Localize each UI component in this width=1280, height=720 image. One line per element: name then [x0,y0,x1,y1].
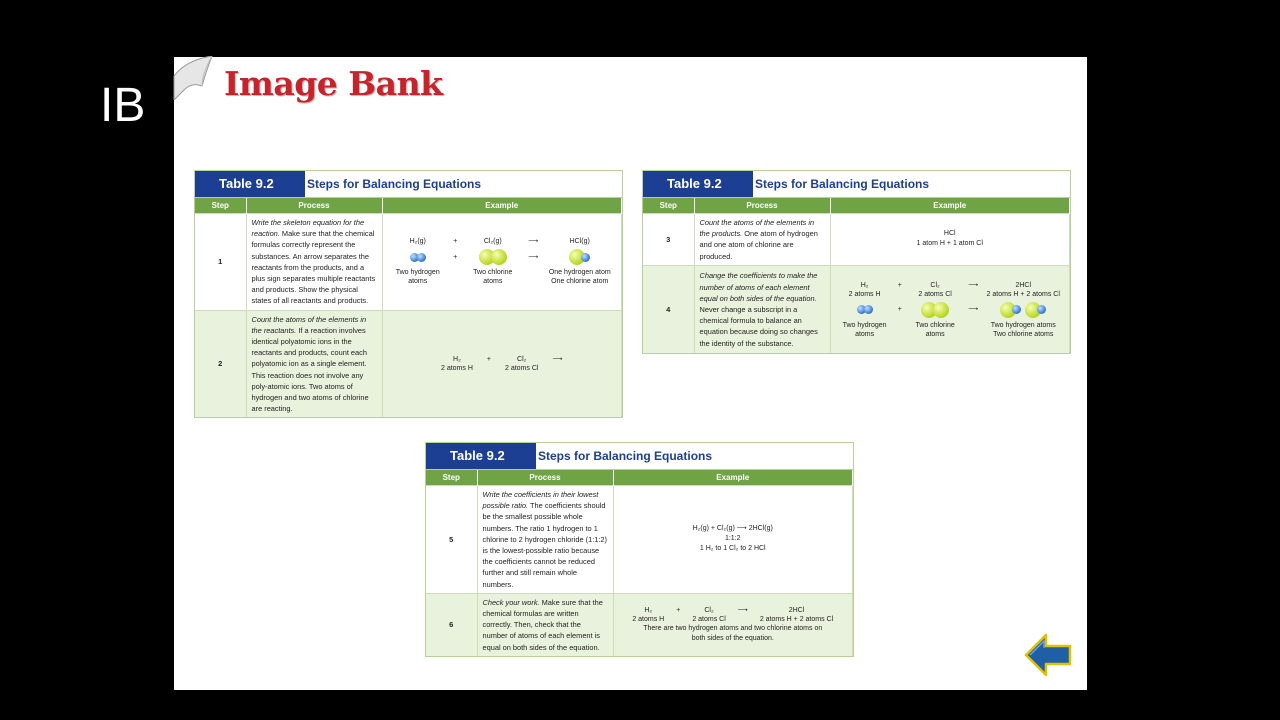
table-number: Table 9.2 [643,171,753,197]
col-process: Process [246,198,382,214]
process-text: Write the coefficients in their lowest possible ratio. The coefficients should be the smallest possible whole numbers. The ratio 1 hydrogen to 1 chlorine to 2 hydrogen chloride (1:1:2) is the lowest-possible ratio because the coefficients cannot be reduced further and still remain whole numbers. [477,486,613,594]
example-cell: HCl 1 atom H + 1 atom Cl [830,214,1070,266]
table-row [643,265,1070,353]
chlorine-molecule-icon [479,246,507,268]
table-steps-3-4 [642,170,1071,354]
col-example: Example [613,470,853,486]
process-text: Write the skeleton equation for the reaction. Make sure that the chemical formulas correctly represent the substances. An arrow separates the reactants from the products, and a plus sign separates multiple reactants and products. Show the physical states of all reactants and products. [246,214,382,311]
table-row [643,214,1070,266]
step-number: 1 [195,214,246,311]
col-step: Step [426,470,477,486]
brand-title: Image Bank [224,64,443,103]
process-text: Check your work. Make sure that the chemical formulas are written correctly. Then, check that the number of atoms of each element is equal on both sides of the equation. [477,593,613,656]
example-cell: H₂ 2 atoms H Two hydrogen atoms + + Cl₂ 2 atoms Cl Two chlorine atoms ⟶ ⟶ 2HCl 2 atoms H + 2 atoms Cl Two hydrogen atoms Two chlorine atoms [830,265,1070,353]
step-number: 5 [426,486,477,594]
hydrogen-molecule-icon [857,299,873,321]
col-step: Step [643,198,694,214]
example-cell: H₂ 2 atoms H + Cl₂ 2 atoms Cl ⟶ [382,310,622,417]
col-example: Example [830,198,1070,214]
chlorine-molecule-icon [921,299,949,321]
process-text: Count the atoms of the elements in the products. One atom of hydrogen and one atom of chlorine are produced. [694,214,830,266]
table-steps-1-2 [194,170,623,418]
table-steps-5-6 [425,442,854,657]
table-title: Steps for Balancing Equations [755,177,930,191]
process-text: Count the atoms of the elements in the reactants. If a reaction involves identical polyatomic ions in the reactants and products, count each polyatomic ion as a single element. This reaction does not involve any poly-atomic ions. Two atoms of hydrogen and two atoms of chlorine are reacting. [246,310,382,417]
col-step: Step [195,198,246,214]
example-cell: H₂(g) + Cl₂(g) ⟶ 2HCl(g) 1:1:2 1 H₂ to 1 Cl₂ to 2 HCl [613,486,853,594]
table-number: Table 9.2 [195,171,305,197]
table-number: Table 9.2 [426,443,536,469]
col-process: Process [694,198,830,214]
hydrogen-molecule-icon [410,246,426,268]
col-example: Example [382,198,622,214]
step-number: 2 [195,310,246,417]
back-arrow-icon[interactable] [1024,632,1072,678]
table-title: Steps for Balancing Equations [307,177,482,191]
hcl-molecule-icon [569,246,590,268]
hcl-molecule-icon [1000,299,1046,321]
table-title: Steps for Balancing Equations [538,449,713,463]
table-row [195,310,622,417]
example-cell: H₂(g) Two hydrogen atoms + + Cl₂(g) Two chlorine atoms ⟶ ⟶ HCl(g) One hydrogen atom One chlorine atom [382,214,622,311]
process-text: Change the coefficients to make the number of atoms of each element equal on both sides of the equation. Never change a subscript in a chemical formula to balance an equation because doing so changes the identity of the substance. [694,265,830,353]
step-number: 3 [643,214,694,266]
col-process: Process [477,470,613,486]
page-curl-icon [172,56,216,100]
step-number: 4 [643,265,694,353]
example-cell: H₂ 2 atoms H + Cl₂ 2 atoms Cl ⟶ 2HCl 2 atoms H + 2 atoms Cl There are two hydrogen atoms and two chlorine atoms on both sides of the equation. [613,593,853,656]
table-row [195,214,622,311]
step-number: 6 [426,593,477,656]
table-row [426,486,853,594]
table-row [426,593,853,656]
ib-logo-text: IB [100,79,146,132]
